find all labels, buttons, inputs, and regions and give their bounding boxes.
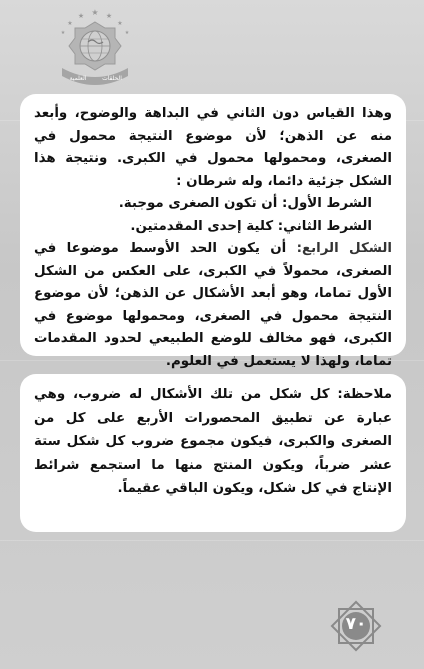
main-text-box (20, 94, 406, 369)
svg-text:★: ★ (105, 12, 113, 20)
svg-text:★: ★ (117, 20, 123, 27)
svg-text:★: ★ (124, 30, 130, 36)
page-number: ٧٠ (345, 614, 367, 634)
paragraph-fourth-figure (34, 238, 392, 373)
note-text: ملاحظة: كل شكل من تلك الأشكال له ضروب، وهي عبارة عن تطبيق المحصورات الأربع على كل من الصغرى والكبرى، فيكون مجموع ضروب كل شكل ستة عشر ضرباً، ويكون المنتج منها ما استجمع شرائط الإنتاج في كل شكل، ويكون الباقي عقيماً. (34, 387, 392, 496)
fourth-figure-body: أن يكون الحد الأوسط موضوعا في الصغرى، محمولاً في الكبرى، على العكس من الشكل الأول تماما، وهو أبعد الأشكال عن الذهن؛ لأن موضوع النتيجة محمول في الصغرى، ومحمولها موضوع في الكبرى، فهو مخالف للوضع الطبيعي لحدود المقدمات تماما، ولهذا لا يستعمل في العلوم. (34, 241, 392, 369)
svg-text:★: ★ (60, 30, 66, 36)
svg-text:★: ★ (77, 12, 85, 20)
logo-right-text: الحلقات (102, 75, 122, 82)
fourth-figure-heading: الشكل الرابع: (296, 241, 392, 256)
svg-text:★: ★ (67, 20, 73, 27)
institution-logo (58, 6, 132, 90)
condition-first: الشرط الأول: أن تكون الصغرى موجبة. (118, 196, 372, 211)
condition-second: الشرط الثاني: كلية إحدى المقدمتين. (130, 218, 372, 234)
svg-text:★: ★ (91, 8, 99, 17)
note-box (20, 374, 406, 532)
logo-left-text: العلمية (69, 75, 87, 82)
paragraph-intro: وهذا القياس دون الثاني في البداهة والوضوح، وأبعد منه عن الذهن؛ لأن موضوع النتيجة محمول في الصغرى، ومحمولها محمول في الكبرى. ونتيجة هذا الشكل جزئية دائما، وله شرطان : (34, 106, 392, 189)
